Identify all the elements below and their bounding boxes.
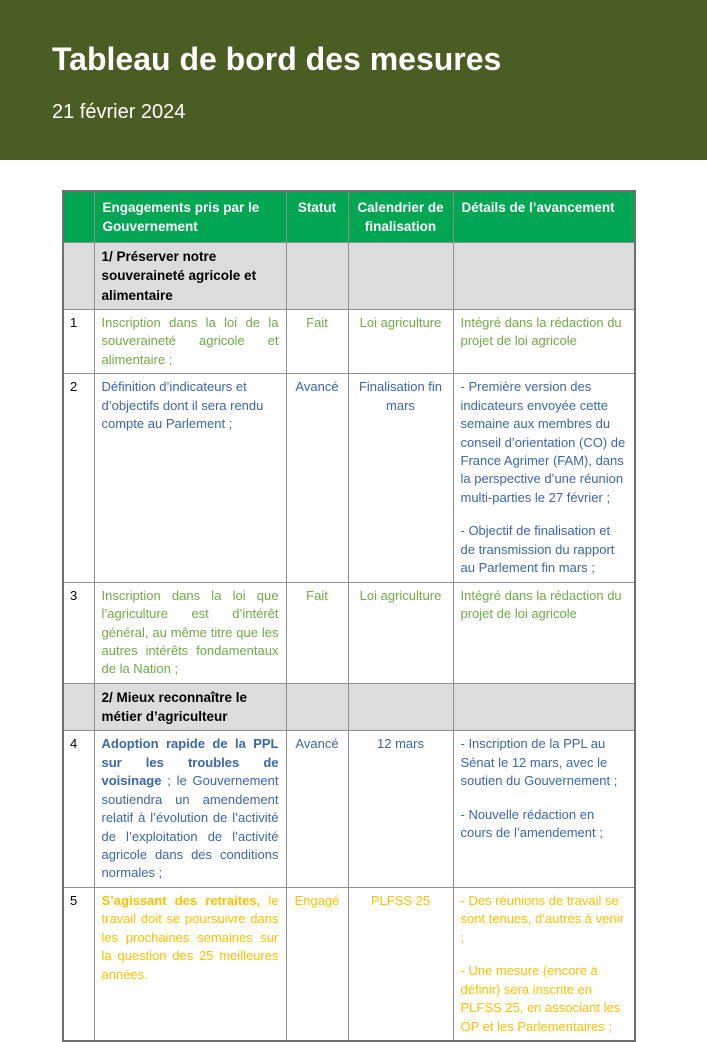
engagement-text: ; le Gouvernement soutiendra un amendement relatif à l’évolution de l’activité de l’exploitation de l’activité agricole dans des conditions normales ;	[101, 773, 279, 881]
page-date: 21 février 2024	[52, 101, 186, 124]
details-cell	[453, 582, 635, 683]
detail-paragraph: - Des réunions de travail se sont tenues, d’autres à venir ;	[460, 892, 624, 945]
statut-cell: Avancé	[286, 374, 348, 583]
engagement-text: Inscription dans la loi de la souveraineté agricole et alimentaire ;	[101, 314, 279, 367]
header-cell-number	[63, 191, 94, 243]
table-row	[63, 731, 635, 888]
statut-cell	[286, 243, 348, 309]
table-row	[63, 309, 635, 373]
row-number-cell	[63, 243, 94, 309]
engagement-cell	[94, 731, 286, 888]
row-number-cell	[63, 683, 94, 730]
header-cell-details: Détails de l’avancement	[453, 191, 635, 243]
detail-paragraph: - Une mesure (encore à définir) sera inscrite en PLFSS 25, en associant les OP et les Parlementaires ;	[460, 963, 621, 1034]
calendrier-cell: Finalisation fin mars	[348, 374, 453, 583]
row-number-cell: 4	[63, 731, 94, 888]
details-cell	[453, 731, 635, 888]
calendrier-cell: Loi agriculture	[348, 309, 453, 373]
detail-paragraph: - Inscription de la PPL au Sénat le 12 mars, avec le soutien du Gouvernement ;	[460, 736, 618, 789]
header-cell-engagements: Engagements pris par le Gouvernement	[94, 191, 286, 243]
engagement-cell	[94, 374, 286, 583]
table-row	[63, 887, 635, 1041]
measures-table-body	[63, 243, 635, 1041]
header-cell-calendrier: Calendrier de finalisation	[348, 191, 453, 243]
statut-cell: Fait	[286, 309, 348, 373]
calendrier-cell: PLFSS 25	[348, 887, 453, 1041]
details-cell	[453, 243, 635, 309]
header-cell-statut: Statut	[286, 191, 348, 243]
section-title-cell: 2/ Mieux reconnaître le métier d’agriculteur	[94, 683, 286, 730]
statut-cell	[286, 683, 348, 730]
section-row	[63, 243, 635, 309]
calendrier-cell: 12 mars	[348, 731, 453, 888]
engagement-text: Définition d’indicateurs et d’objectifs dont il sera rendu compte au Parlement ;	[101, 379, 264, 432]
row-number-cell: 5	[63, 887, 94, 1041]
table-row	[63, 582, 635, 683]
detail-paragraph: - Première version des indicateurs envoyée cette semaine aux membres du conseil d’orientation (CO) de France Agrimer (FAM), dans la perspective d’une réunion multi-parties le 27 février ;	[460, 379, 626, 505]
statut-cell: Avancé	[286, 731, 348, 888]
header-row	[63, 191, 635, 243]
details-cell	[453, 887, 635, 1041]
details-cell	[453, 683, 635, 730]
statut-cell: Engagé	[286, 887, 348, 1041]
calendrier-cell	[348, 683, 453, 730]
detail-paragraph: - Objectif de finalisation et de transmission du rapport au Parlement fin mars ;	[460, 523, 615, 576]
section-row	[63, 683, 635, 730]
calendrier-cell: Loi agriculture	[348, 582, 453, 683]
engagement-text: Inscription dans la loi que l’agriculture est d’intérêt général, au même titre que les autres intérêts fondamentaux de la Nation ;	[101, 587, 279, 677]
measures-table-head	[63, 191, 635, 243]
page-header	[0, 0, 707, 160]
measures-table-container	[62, 190, 707, 1042]
row-number-cell: 1	[63, 309, 94, 373]
statut-cell: Fait	[286, 582, 348, 683]
details-cell	[453, 374, 635, 583]
detail-paragraph: - Nouvelle rédaction en cours de l’amendement ;	[460, 806, 603, 841]
engagement-cell	[94, 309, 286, 373]
detail-paragraph: Intégré dans la rédaction du projet de loi agricole	[460, 587, 622, 622]
row-number-cell: 2	[63, 374, 94, 583]
engagement-lead-text: S’agissant des retraites,	[101, 892, 261, 908]
section-title-cell: 1/ Préserver notre souveraineté agricole et alimentaire	[94, 243, 286, 309]
table-row	[63, 374, 635, 583]
engagement-lead-text: Adoption rapide de la PPL sur les troubles de voisinage	[101, 736, 279, 789]
page-title: Tableau de bord des mesures	[52, 41, 502, 77]
detail-paragraph: Intégré dans la rédaction du projet de loi agricole	[460, 314, 622, 349]
row-number-cell: 3	[63, 582, 94, 683]
engagement-text: le travail doit se poursuivre dans les prochaines semaines sur la question des 25 meilleures années.	[101, 892, 279, 982]
engagement-cell	[94, 887, 286, 1041]
calendrier-cell	[348, 243, 453, 309]
engagement-cell	[94, 582, 286, 683]
measures-table	[62, 190, 636, 1042]
details-cell	[453, 309, 635, 373]
